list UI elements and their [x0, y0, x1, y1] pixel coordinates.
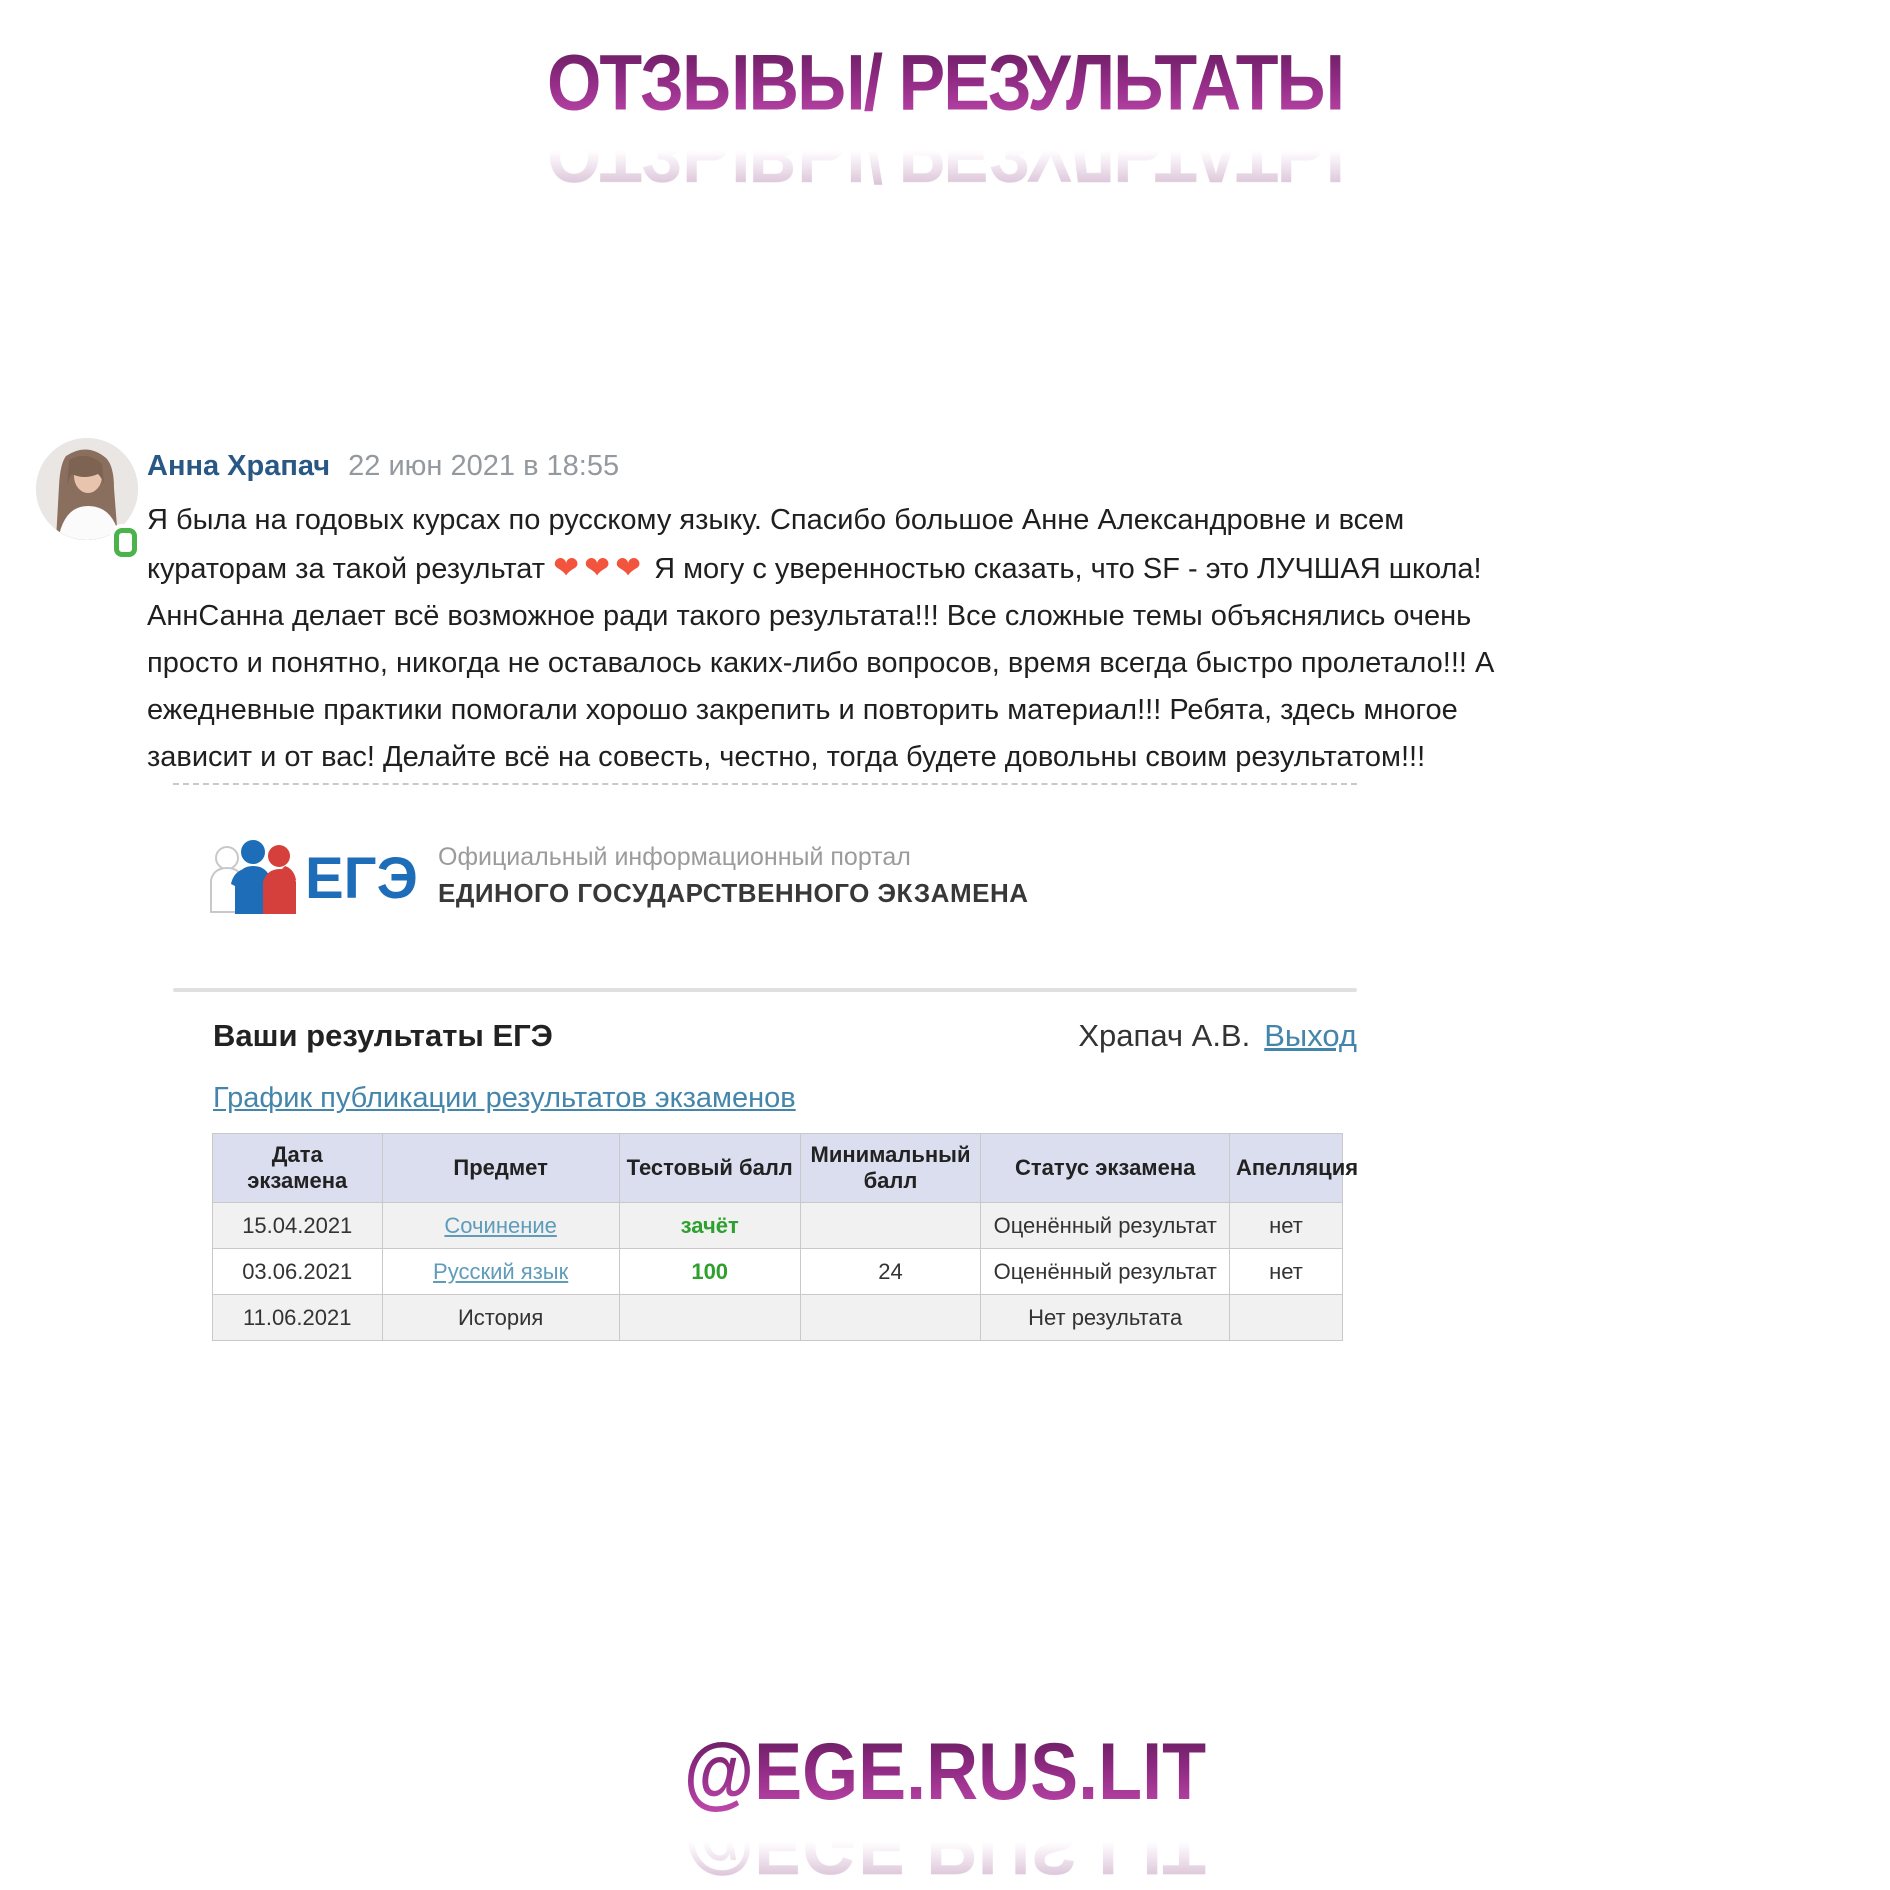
table-row: [213, 1295, 1343, 1341]
ege-tagline-line2: ЕДИНОГО ГОСУДАРСТВЕННОГО ЭКЗАМЕНА: [438, 878, 1029, 908]
ege-logo-icon: [205, 836, 435, 916]
avatar[interactable]: [36, 438, 138, 540]
ege-tagline-line1: Официальный информационный портал: [438, 843, 911, 871]
review-text-part2: Я могу с уверенностью сказать, что SF - это ЛУЧШАЯ школа! АннСанна делает всё возможное ради такого результата!!! Все сложные темы объяснялись очень просто и понятно, никогда не оставалось каких-либо вопросов, время всегда быстро пролетало!!! А ежедневные практики помогали хорошо закрепить и повторить материал!!! Ребята, здесь многое зависит и от вас! Делайте всё на совесть, честно, тогда будете довольны своим результатом!!!: [147, 553, 1495, 773]
cell-min: [800, 1203, 981, 1249]
cell-subject: История: [382, 1295, 619, 1341]
subject-link[interactable]: Русский язык: [433, 1258, 569, 1284]
heart-icons: ❤❤❤: [553, 550, 647, 585]
col-header-subject: Предмет: [382, 1134, 619, 1203]
section-divider: [173, 988, 1357, 992]
svg-text:ЕГЭ: ЕГЭ: [305, 846, 418, 911]
user-block: [1078, 1018, 1357, 1054]
cell-appeal: нет: [1229, 1249, 1342, 1295]
cell-date: 11.06.2021: [213, 1295, 383, 1341]
cell-appeal: [1229, 1295, 1342, 1341]
col-header-min: Минимальный балл: [800, 1134, 981, 1203]
table-row: [213, 1249, 1343, 1295]
table-header-row: [213, 1134, 1343, 1203]
col-header-score: Тестовый балл: [619, 1134, 800, 1203]
review-header: [147, 450, 619, 483]
avatar-photo: [36, 438, 138, 540]
cell-min: [800, 1295, 981, 1341]
review-text: [147, 497, 1519, 781]
cell-min: 24: [800, 1249, 981, 1295]
subject-link[interactable]: Сочинение: [444, 1212, 557, 1238]
cell-date: 15.04.2021: [213, 1203, 383, 1249]
review-date: 22 июн 2021 в 18:55: [348, 450, 620, 482]
user-name: Храпач А.В.: [1078, 1018, 1251, 1053]
results-table: [212, 1133, 1359, 1341]
cell-status: Нет результата: [981, 1295, 1230, 1341]
cell-status: Оценённый результат: [981, 1203, 1230, 1249]
review-author-link[interactable]: Анна Храпач: [147, 450, 331, 482]
cell-score: 100: [691, 1258, 729, 1284]
page-title: ОТЗЫВЫ/ РЕЗУЛЬТАТЫ: [0, 38, 1890, 128]
ege-logo: [205, 836, 435, 921]
results-heading: Ваши результаты ЕГЭ: [213, 1018, 553, 1053]
col-header-appeal: Апелляция: [1229, 1134, 1342, 1203]
col-header-status: Статус экзамена: [981, 1134, 1230, 1203]
schedule-link[interactable]: График публикации результатов экзаменов: [213, 1082, 796, 1114]
logout-link[interactable]: Выход: [1264, 1018, 1357, 1053]
table-row: [213, 1203, 1343, 1249]
cell-score: зачёт: [680, 1212, 739, 1238]
col-header-date: Дата экзамена: [213, 1134, 383, 1203]
mobile-online-icon: [114, 528, 137, 557]
review-text-part1: Я была на годовых курсах по русскому языку. Спасибо большое Анне Александровне и всем кураторам за такой результат: [147, 504, 1405, 585]
cell-appeal: нет: [1229, 1203, 1342, 1249]
ege-tagline: [438, 843, 1029, 909]
cell-date: 03.06.2021: [213, 1249, 383, 1295]
footer-tag: @EGE.RUS.LIT: [0, 1726, 1890, 1818]
dashed-divider: [173, 783, 1357, 785]
cell-score: [619, 1295, 800, 1341]
cell-status: Оценённый результат: [981, 1249, 1230, 1295]
